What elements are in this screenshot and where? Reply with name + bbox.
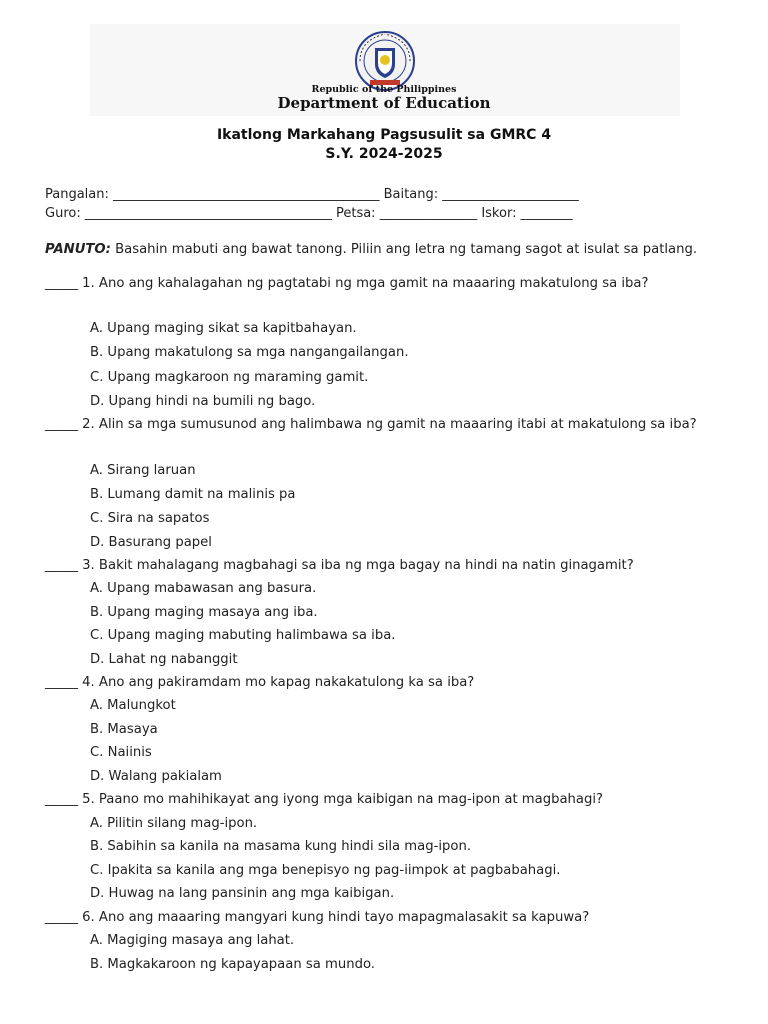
question-6-option-a: A. Magiging masaya ang lahat.: [90, 933, 295, 948]
question-4-option-b: B. Masaya: [90, 722, 158, 737]
question-2-option-a: A. Sirang laruan: [90, 463, 196, 478]
republic-label: Republic of the Philippines: [311, 84, 457, 95]
directions-label: PANUTO:: [45, 242, 111, 257]
department-label: Department of Education: [277, 94, 491, 112]
question-5-option-d: D. Huwag na lang pansinin ang mga kaibigan.: [90, 886, 395, 901]
deped-seal-icon: [352, 30, 418, 92]
question-5-option-c: C. Ipakita sa kanila ang mga benepisyo ng pag-iimpok at pagbabahagi.: [90, 863, 561, 878]
question-5: _____ 5. Paano mo mahihikayat ang iyong mga kaibigan na mag-ipon at magbahagi?: [45, 792, 604, 807]
question-3-option-b: B. Upang maging masaya ang iba.: [90, 605, 318, 620]
question-2-option-c: C. Sira na sapatos: [90, 511, 210, 526]
question-3-option-c: C. Upang maging mabuting halimbawa sa iba.: [90, 628, 396, 643]
question-4-option-d: D. Walang pakialam: [90, 769, 222, 784]
question-2-option-d: D. Basurang papel: [90, 535, 212, 550]
question-4: _____ 4. Ano ang pakiramdam mo kapag nakakatulong ka sa iba?: [45, 675, 475, 690]
question-1-option-c: C. Upang magkaroon ng maraming gamit.: [90, 370, 369, 385]
question-6: _____ 6. Ano ang maaaring mangyari kung hindi tayo mapagmalasakit sa kapuwa?: [45, 910, 590, 925]
school-year: S.Y. 2024-2025: [325, 146, 443, 162]
question-4-option-c: C. Naiinis: [90, 745, 152, 760]
question-5-option-b: B. Sabihin sa kanila na masama kung hindi sila mag-ipon.: [90, 839, 472, 854]
question-1-option-a: A. Upang maging sikat sa kapitbahayan.: [90, 321, 357, 336]
exam-title: Ikatlong Markahang Pagsusulit sa GMRC 4: [216, 127, 552, 143]
teacher-date-score-row: Guro: ______________________________________ Petsa: _______________ Iskor: ________: [45, 206, 573, 221]
question-1-option-d: D. Upang hindi na bumili ng bago.: [90, 394, 316, 409]
question-3: _____ 3. Bakit mahalagang magbahagi sa iba ng mga bagay na hindi na natin ginagamit?: [45, 558, 634, 573]
question-1-option-b: B. Upang makatulong sa mga nangangailangan.: [90, 345, 409, 360]
question-2: _____ 2. Alin sa mga sumusunod ang halimbawa ng gamit na maaaring itabi at makatulong sa iba?: [45, 417, 697, 432]
name-grade-row: Pangalan: _________________________________________ Baitang: _____________________: [45, 187, 579, 202]
question-6-option-b: B. Magkakaroon ng kapayapaan sa mundo.: [90, 957, 375, 972]
question-4-option-a: A. Malungkot: [90, 698, 176, 713]
question-3-option-d: D. Lahat ng nabanggit: [90, 652, 238, 667]
question-5-option-a: A. Pilitin silang mag-ipon.: [90, 816, 258, 831]
question-2-option-b: B. Lumang damit na malinis pa: [90, 487, 296, 502]
directions-text: Basahin mabuti ang bawat tanong. Piliin ang letra ng tamang sagot at isulat sa patlang.: [110, 242, 698, 257]
directions: [45, 241, 723, 258]
question-1: _____ 1. Ano ang kahalagahan ng pagtatabi ng mga gamit na maaaring makatulong sa iba?: [45, 276, 649, 291]
question-3-option-a: A. Upang mabawasan ang basura.: [90, 581, 317, 596]
